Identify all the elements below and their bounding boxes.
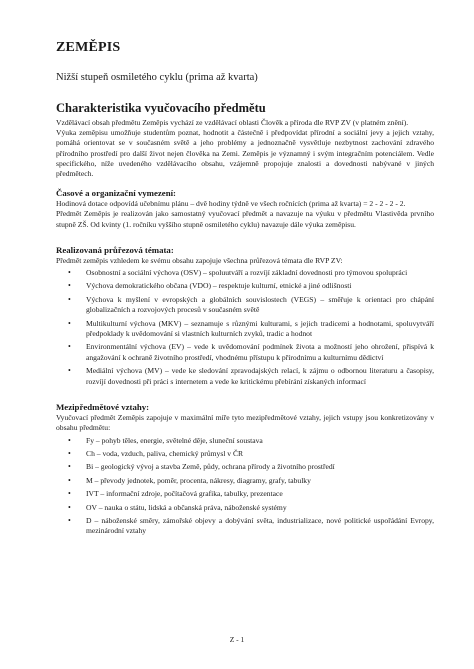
themes-intro: Předmět zeměpis vzhledem ke svému obsahu zapojuje všechna průřezová témata dle RVP ZV: xyxy=(56,255,343,265)
relations-intro: Vyučovací předmět Zeměpis zapojuje v maximální míře tyto mezipředmětové vztahy, jejich vstupy jsou konkretizovány v obsahu předmětu: xyxy=(56,413,434,433)
themes-section xyxy=(56,245,434,387)
list-item: • OV – nauka o státu, lidská a občanská práva, náboženské systémy xyxy=(56,503,434,513)
page-title: ZEMĚPIS xyxy=(56,40,121,55)
time-paragraph: Předmět Zeměpis je realizován jako samostatný vyučovací předmět a navazuje na výuku v předmětu Vlastivěda prvního stupně ZŠ. Od kvinty (1. ročníku vyššího stupně osmiletého cyklu) navazuje dále výuka zeměpisu. xyxy=(56,209,434,229)
list-item: • D – náboženské směry, zámořské objevy a dobývání světa, industrializace, nové politické uspořádání Evropy, mezinárodní vztahy xyxy=(56,516,434,537)
page-number: Z - 1 xyxy=(229,635,245,644)
themes-list xyxy=(56,268,434,387)
list-item: • Bi – geologický vývoj a stavba Země, půdy, ochrana přírody a životního prostředí xyxy=(56,462,434,472)
time-section xyxy=(56,188,434,230)
list-item: • IVT – informační zdroje, počítačová grafika, tabulky, prezentace xyxy=(56,489,434,499)
list-item: • Ch – voda, vzduch, paliva, chemický průmysl v ČR xyxy=(56,449,434,459)
time-paragraph: Hodinová dotace odpovídá učebnímu plánu – dvě hodiny týdně ve všech ročnících (prima až kvarta) = 2 - 2 - 2 - 2. xyxy=(56,199,406,209)
relations-heading: Mezipředmětové vztahy: xyxy=(56,402,150,413)
themes-heading: Realizovaná průřezová témata: xyxy=(56,244,174,255)
characteristics-paragraph: Výuka zeměpisu umožňuje studentům poznat, hodnotit a částečně i předpovídat přírodní a sociální jevy a jejich vztahy, pomáhá orientovat se v současném světě a jeho problémy a jednoznačně vysvětluje nezbytnost zachování zdravého přírodního prostředí pro další život nejen člověka na Zemi. Zeměpis je významný i svým integračním potenciálem. Vedle specifického, níže uvedeného vzdělávacího obsahu, vzájemně propojuje znalosti a dovednosti nabývané v jiných předmětech. xyxy=(56,128,434,179)
characteristics-paragraph: Vzdělávací obsah předmětu Zeměpis vychází ze vzdělávací oblasti Člověk a příroda dle RVP ZV (v platném znění). xyxy=(56,118,409,127)
list-item: • Fy – pohyb těles, energie, světelné děje, sluneční soustava xyxy=(56,436,434,446)
time-heading: Časové a organizační vymezení: xyxy=(56,188,176,199)
list-item: • Multikulturní výchova (MKV) – seznamuje s různými kulturami, s jejich tradicemi a hodnotami, spoluvytváří předpoklady k uvědomování si vlastních kulturních zvyků, tradic a hodnot xyxy=(56,319,434,340)
characteristics-heading: Charakteristika vyučovacího předmětu xyxy=(56,101,266,115)
relations-list xyxy=(56,436,434,537)
list-item: • Výchova k myšlení v evropských a globálních souvislostech (VEGS) – směřuje k orientaci pro chápání globalizačních a rozvojových procesů v současném světě xyxy=(56,295,434,316)
relations-section xyxy=(56,402,434,537)
list-item: • Výchova demokratického občana (VDO) – respektuje kulturní, etnické a jiné odlišnosti xyxy=(56,281,434,291)
list-item: • Osobnostní a sociální výchova (OSV) – spoluutváří a rozvíjí základní dovednosti pro týmovou spolupráci xyxy=(56,268,434,278)
list-item: • Environmentální výchova (EV) – vede k uvědomování podmínek života a možností jeho ohrožení, přispívá k angažování k ochraně životního prostředí, vhodnému přístupu k přírodnímu a kulturnímu dědictví xyxy=(56,342,434,363)
list-item: • Mediální výchova (MV) – vede ke sledování zpravodajských relací, k zájmu o odbornou literaturu a časopisy, rozvíjí dovednosti při práci s internetem a vede ke kritickému přebírání získaných informací xyxy=(56,366,434,387)
characteristics-section xyxy=(56,101,434,179)
page-subtitle: Nižší stupeň osmiletého cyklu (prima až kvarta) xyxy=(56,72,258,83)
list-item: • M – převody jednotek, poměr, procenta, nákresy, diagramy, grafy, tabulky xyxy=(56,476,434,486)
